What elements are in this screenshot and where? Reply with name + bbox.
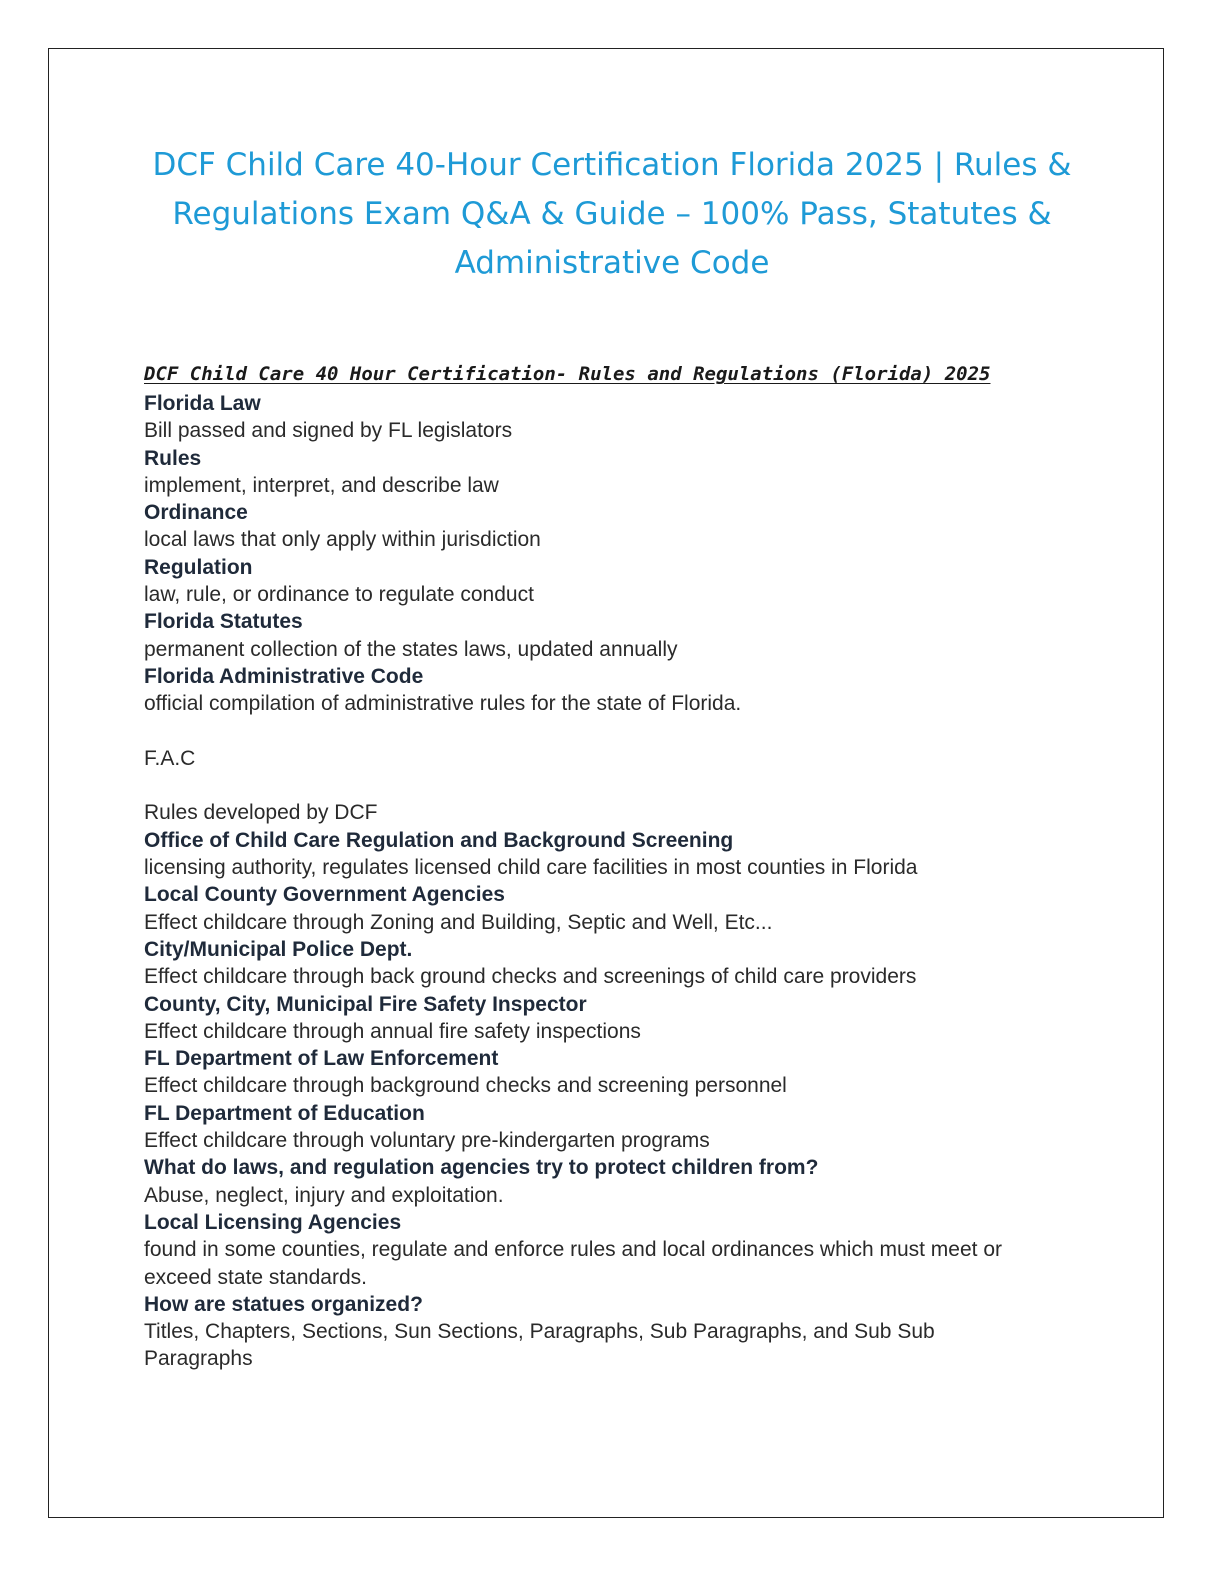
definition-florida-law: Bill passed and signed by FL legislators	[144, 419, 513, 443]
flashcard-list	[144, 390, 1044, 1373]
definition-fdle: Effect childcare through background checks and screening personnel	[144, 1074, 787, 1098]
definition-fac-note: Rules developed by DCF	[144, 801, 378, 825]
definition-protect-children: Abuse, neglect, injury and exploitation.	[144, 1183, 504, 1207]
definition-department-of-education: Effect childcare through voluntary pre-kindergarten programs	[144, 1129, 710, 1153]
term-florida-statutes: Florida Statutes	[144, 610, 303, 634]
term-regulation: Regulation	[144, 555, 253, 579]
definition-fac-abbreviation: F.A.C	[144, 746, 196, 770]
term-local-licensing-agencies: Local Licensing Agencies	[144, 1210, 402, 1234]
definition-florida-administrative-code: official compilation of administrative rules for the state of Florida.	[144, 692, 742, 716]
definition-office-child-care-regulation: licensing authority, regulates licensed child care facilities in most counties in Florida	[144, 856, 918, 880]
term-office-child-care-regulation: Office of Child Care Regulation and Background Screening	[144, 828, 734, 852]
definition-police-dept: Effect childcare through back ground checks and screenings of child care providers	[144, 965, 917, 989]
term-statutes-organization: How are statues organized?	[144, 1292, 423, 1316]
term-florida-law: Florida Law	[144, 392, 261, 415]
definition-fire-safety-inspector: Effect childcare through annual fire safety inspections	[144, 1019, 641, 1043]
definition-local-county-government: Effect childcare through Zoning and Building, Septic and Well, Etc...	[144, 910, 773, 934]
term-fire-safety-inspector: County, City, Municipal Fire Safety Inspector	[144, 992, 587, 1016]
definition-ordinance: local laws that only apply within jurisdiction	[144, 528, 541, 552]
term-protect-children: What do laws, and regulation agencies try to protect children from?	[144, 1156, 819, 1180]
definition-florida-statutes: permanent collection of the states laws, updated annually	[144, 637, 678, 661]
document-subtitle: DCF Child Care 40 Hour Certification- Rules and Regulations (Florida) 2025	[144, 363, 991, 385]
term-florida-administrative-code: Florida Administrative Code	[144, 664, 424, 688]
definition-rules: implement, interpret, and describe law	[144, 473, 499, 497]
term-fdle: FL Department of Law Enforcement	[144, 1047, 499, 1071]
definition-statutes-organization: Titles, Chapters, Sections, Sun Sections, Paragraphs, Sub Paragraphs, and Sub Sub Paragraphs	[144, 1320, 935, 1371]
definition-regulation: law, rule, or ordinance to regulate conduct	[144, 583, 534, 607]
term-local-county-government: Local County Government Agencies	[144, 883, 505, 907]
document-title: DCF Child Care 40-Hour Certification Florida 2025 | Rules & Regulations Exam Q&A & Guide – 100% Pass, Statutes & Administrative Code	[152, 147, 1072, 281]
term-police-dept: City/Municipal Police Dept.	[144, 937, 413, 961]
term-ordinance: Ordinance	[144, 501, 248, 525]
term-rules: Rules	[144, 446, 202, 470]
term-department-of-education: FL Department of Education	[144, 1101, 425, 1125]
definition-local-licensing-agencies: found in some counties, regulate and enforce rules and local ordinances which must meet or exceed state standards.	[144, 1238, 1002, 1289]
